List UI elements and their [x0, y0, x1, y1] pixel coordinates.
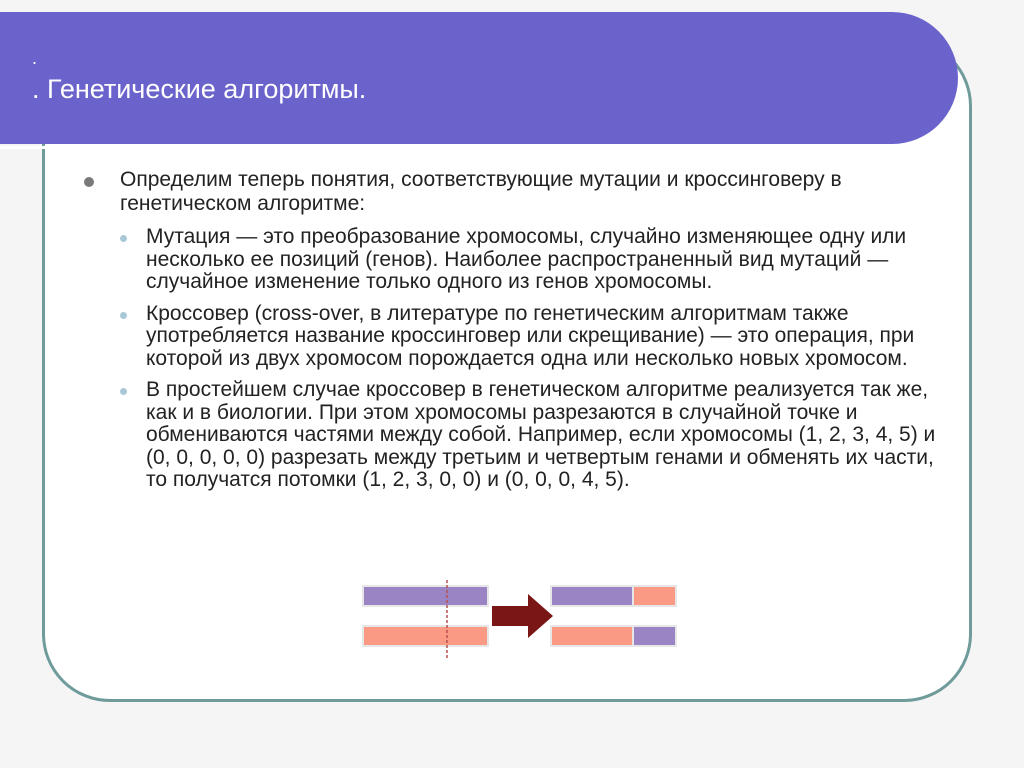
chromosome-child-1-part-a: [551, 586, 633, 606]
chromosome-child-1-part-b: [633, 586, 676, 606]
right-arrow-icon: [492, 594, 553, 638]
page-title: . Генетические алгоритмы.: [32, 74, 367, 104]
sub-bullet-text: Мутация — это преобразование хромосомы, случайно изменяющее одну или несколько ее позиций (генов). Наиболее распространенный вид мутаций — случайное изменение только одного из генов хромосомы.: [146, 225, 907, 293]
chromosome-child-2-part-b: [551, 626, 633, 646]
chromosome-parent-b: [363, 626, 488, 646]
sub-bullet-text: Кроссовер (cross-over, в литературе по генетическим алгоритмам также употребляется название кроссинговер или скрещивание) — это операция, при которой из двух хромосом порождается одна или несколько новых хромосом.: [146, 301, 915, 370]
chromosome-child-2-part-a: [633, 626, 676, 646]
title-dot: .: [32, 48, 38, 68]
sub-bullet-text: В простейшем случае кроссовер в генетическом алгоритме реализуется так же, как и в биологии. При этом хромосомы разрезаются в случайной точке и обмениваются частями между собой. Например, если хромосомы (1, 2, 3, 4, 5) и (0, 0, 0, 0, 0) разрезать между третьим и четвертым генами и обменять их части, то получатся потомки (1, 2, 3, 0, 0) и (0, 0, 0, 4, 5).: [146, 378, 936, 491]
chromosome-parent-a: [363, 586, 488, 606]
main-bullet-text: Определим теперь понятия, соответствующие мутации и кроссинговеру в генетическом алгоритме:: [120, 168, 842, 215]
